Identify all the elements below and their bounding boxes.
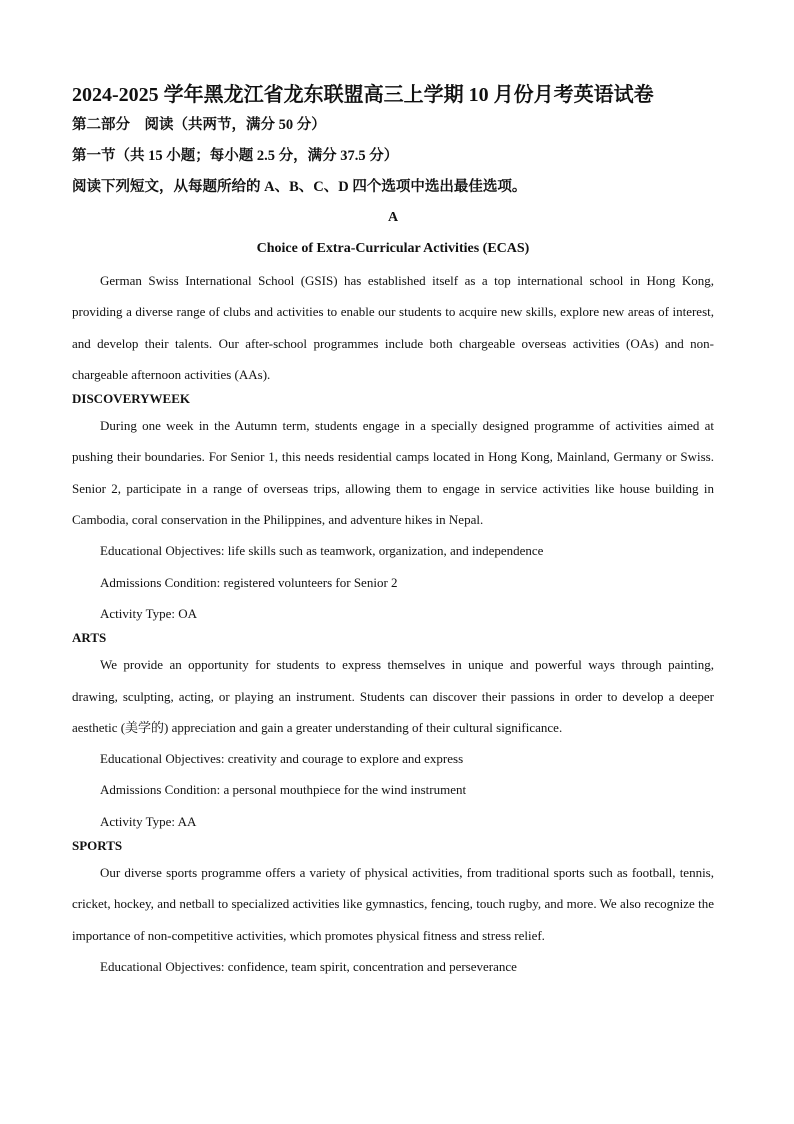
- part-heading: 第二部分 阅读（共两节，满分 50 分）: [72, 117, 326, 133]
- passage-letter: A: [387, 210, 399, 225]
- discovery-week-objectives: Educational Objectives: life skills such as teamwork, organization, and independence: [100, 543, 544, 559]
- arts-type: Activity Type: AA: [100, 813, 197, 829]
- section-heading: 第一节（共 15 小题；每小题 2.5 分，满分 37.5 分）: [72, 148, 399, 164]
- section-heading-discovery-week: DISCOVERYWEEK: [72, 391, 191, 407]
- discovery-week-paragraph: During one week in the Autumn term, students engage in a specially designed programme of activities aimed at pushing their boundaries. For Senior 1, this needs residential camps located in Hong Kong, Mainland, Germany or Swiss. Senior 2, participate in a range of overseas trips, allowing them to engage in service activities like house building in Cambodia, coral conservation in the Philippines, and adventure hikes in Nepal.: [72, 418, 714, 528]
- arts-objectives: Educational Objectives: creativity and courage to explore and express: [100, 751, 464, 767]
- intro-paragraph: German Swiss International School (GSIS) has established itself as a top international school in Hong Kong, providing a diverse range of clubs and activities to enable our students to acquire new skills, explore new areas of interest, and develop their talents. Our after-school programmes include both chargeable overseas activities (OAs) and non-chargeable afternoon activities (AAs).: [72, 273, 714, 382]
- arts-condition: Admissions Condition: a personal mouthpiece for the wind instrument: [100, 782, 467, 798]
- sports-paragraph: Our diverse sports programme offers a variety of physical activities, from traditional sports such as football, tennis, cricket, hockey, and netball to specialized activities like gymnastics, fencing, touch rugby, and more. We also recognize the importance of non-competitive activities, which promotes physical fitness and stress relief.: [72, 865, 714, 943]
- instruction-text: 阅读下列短文，从每题所给的 A、B、C、D 四个选项中选出最佳选项。: [72, 179, 527, 195]
- passage-title: Choice of Extra-Curricular Activities (ECAS): [256, 241, 530, 256]
- discovery-week-type: Activity Type: OA: [100, 605, 198, 621]
- arts-paragraph: We provide an opportunity for students to express themselves in unique and powerful ways through painting, drawing, sculpting, acting, or playing an instrument. Students can discover their passions in order to develop a deeper aesthetic (美学的) appreciation and gain a greater understanding of their cultural significance.: [72, 657, 714, 735]
- document-page: [72, 82, 714, 982]
- section-heading-sports: SPORTS: [72, 838, 123, 854]
- sports-objectives: Educational Objectives: confidence, team spirit, concentration and perseverance: [100, 958, 517, 974]
- exam-title: 2024-2025 学年黑龙江省龙东联盟高三上学期 10 月份月考英语试卷: [72, 84, 654, 106]
- discovery-week-condition: Admissions Condition: registered volunteers for Senior 2: [100, 574, 398, 590]
- section-heading-arts: ARTS: [72, 630, 107, 646]
